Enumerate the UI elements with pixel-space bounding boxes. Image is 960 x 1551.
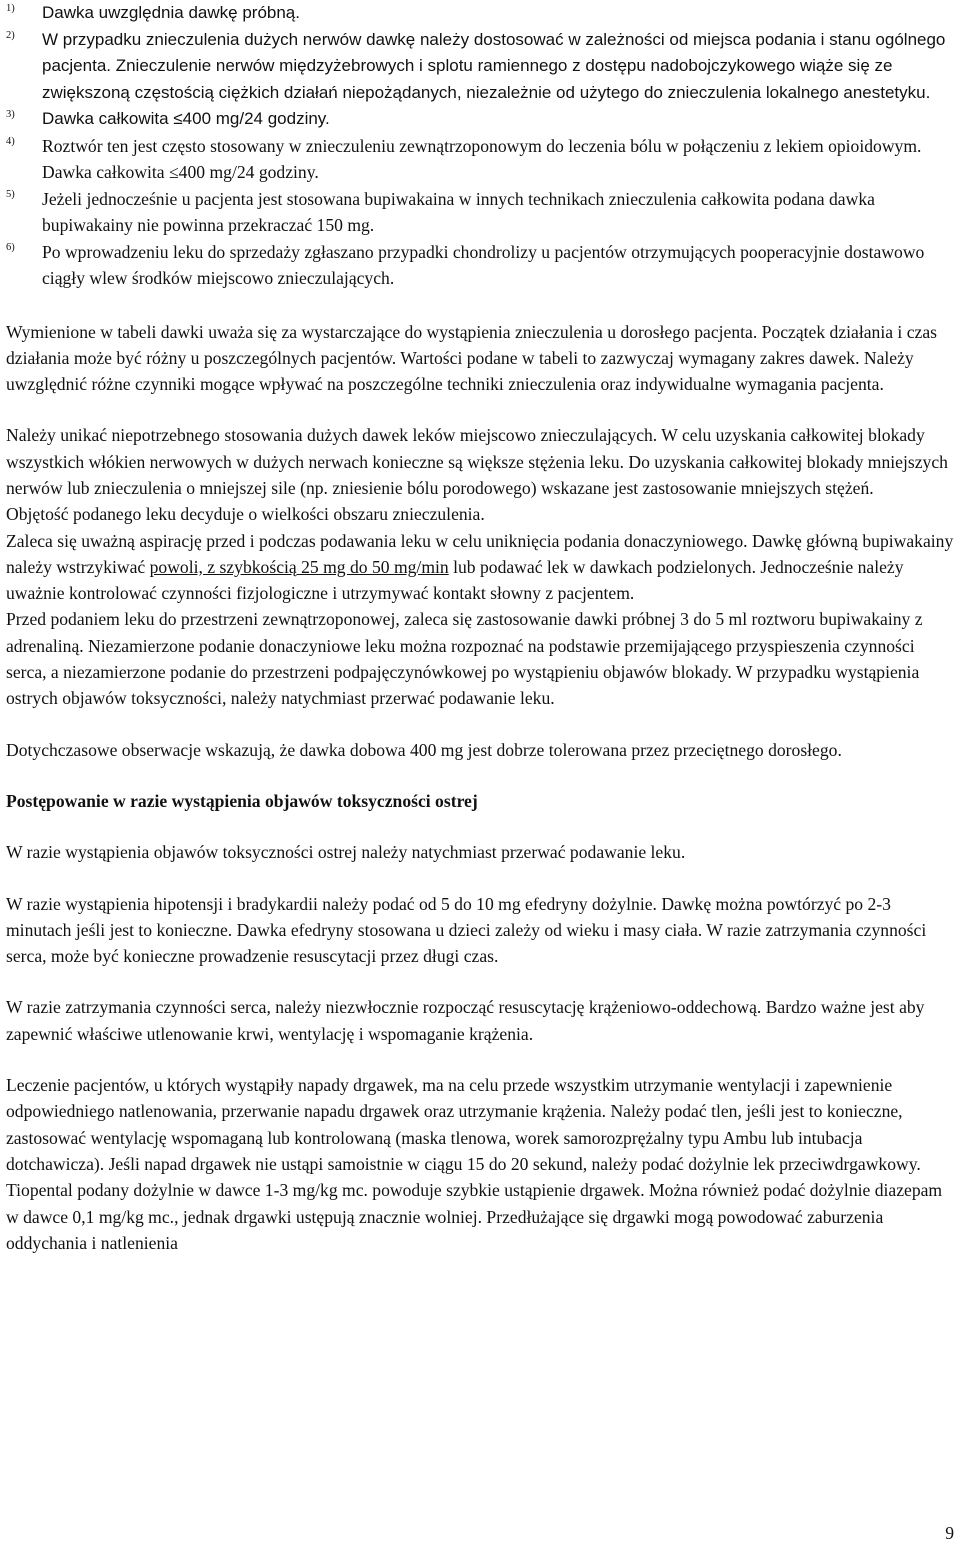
footnote-text: Dawka uwzględnia dawkę próbną. bbox=[42, 3, 300, 22]
footnote bbox=[6, 27, 956, 107]
footnote bbox=[6, 239, 956, 292]
paragraph-cardiac-arrest: W razie zatrzymania czynności serca, należy niezwłocznie rozpocząć resuscytację krążeniowo-oddechową. Bardzo ważne jest aby zapewnić właściwe utlenowanie krwi, wentylację i wspomaganie krążenia. bbox=[6, 997, 925, 1044]
section-heading: Postępowanie w razie wystąpienia objawów toksyczności ostrej bbox=[6, 790, 478, 811]
paragraph-dose-info: Wymienione w tabeli dawki uważa się za wystarczające do wystąpienia znieczulenia u dorosłego pacjenta. Początek działania i czas działania może być różny u poszczególnych pacjentów. Wartości podane w tabeli to zazwyczaj wymagany zakres dawek. Należy uwzględnić różne czynniki mogące wpływać na poszczególne techniki znieczulenia oraz indywidualne wymagania pacjenta. bbox=[6, 321, 937, 395]
page-number: 9 bbox=[945, 1523, 954, 1543]
paragraph-hypotension: W razie wystąpienia hipotensji i bradykardii należy podać od 5 do 10 mg efedryny dożylnie. Dawkę można powtórzyć po 2-3 minutach jeśli jest to konieczne. Dawka efedryny stosowana u dzieci zależy od wieku i masy ciała. W razie zatrzymania czynności serca, może być konieczne prowadzenie resuscytacji przez długi czas. bbox=[6, 893, 927, 967]
footnote bbox=[6, 106, 956, 133]
footnote-text: Dawka całkowita ≤400 mg/24 godziny. bbox=[42, 109, 330, 128]
aspiration-text-end: lub podawać lek w dawkach podzielonych. Jednocześnie należy uważnie kontrolować czynności fizjologiczne i utrzymywać kontakt słowny z pacjentem. bbox=[6, 556, 904, 604]
document-body bbox=[6, 0, 956, 1256]
aspiration-text-start: Zaleca się uważną aspirację przed i podczas podawania leku w celu uniknięcia podania donaczyniowego. Dawkę główną bupiwakainy należy wstrzykiwać bbox=[6, 530, 954, 577]
paragraph-aspiration bbox=[6, 528, 956, 607]
paragraph-epidural-test-dose: Przed podaniem leku do przestrzeni zewnątrzoponowej, zaleca się zastosowanie dawki próbnej 3 do 5 ml roztworu bupiwakainy z adrenaliną. Niezamierzone podanie donaczyniowe leku można rozpoznać na podstawie przemijającego przyspieszenia czynności serca, a niezamierzone podanie do przestrzeni podpajęczynówkowej po wystąpieniu objawów blokady. W przypadku wystąpienia ostrych objawów toksyczności, należy natychmiast przerwać podawanie leku. bbox=[6, 609, 923, 709]
footnotes bbox=[6, 0, 956, 292]
footnote-text: Roztwór ten jest często stosowany w znieczuleniu zewnątrzoponowym do leczenia bólu w połączeniu z lekiem opioidowym. Dawka całkowita ≤400 mg/24 godziny. bbox=[42, 135, 922, 182]
footnote-number: 5) bbox=[6, 188, 15, 200]
footnote-number: 1) bbox=[6, 3, 15, 14]
paragraph-daily-dose: Dotychczasowe obserwacje wskazują, że dawka dobowa 400 mg jest dobrze tolerowana przez przeciętnego dorosłego. bbox=[6, 739, 842, 760]
footnote-number: 3) bbox=[6, 109, 15, 120]
footnote-number: 6) bbox=[6, 241, 15, 253]
footnote bbox=[6, 133, 956, 186]
footnote-number: 4) bbox=[6, 135, 15, 147]
paragraph-stop-administration: W razie wystąpienia objawów toksyczności ostrej należy natychmiast przerwać podawanie leku. bbox=[6, 842, 686, 863]
footnote-text: W przypadku znieczulenia dużych nerwów dawkę należy dostosować w zależności od miejsca podania i stanu ogólnego pacjenta. Znieczulenie nerwów międzyżebrowych i splotu ramiennego z dostępu nadobojczykowego wiąże się ze zwiększoną częstością ciężkich działań niepożądanych, niezależnie od użytego do znieczulenia lokalnego anestetyku. bbox=[42, 29, 946, 102]
footnote bbox=[6, 0, 956, 27]
paragraph-volume: Objętość podanego leku decyduje o wielkości obszaru znieczulenia. bbox=[6, 504, 485, 525]
injection-rate-underlined: powoli, z szybkością 25 mg do 50 mg/min bbox=[149, 556, 449, 577]
footnote-text: Jeżeli jednocześnie u pacjenta jest stosowana bupiwakaina w innych technikach znieczulenia całkowita podana dawka bupiwakainy nie powinna przekraczać 150 mg. bbox=[42, 188, 875, 235]
footnote-number: 2) bbox=[6, 29, 15, 41]
footnote-text: Po wprowadzeniu leku do sprzedaży zgłaszano przypadki chondrolizy u pacjentów otrzymujących pooperacyjnie dostawowo ciągły wlew środków miejscowo znieczulających. bbox=[42, 241, 925, 288]
paragraph-avoid-high-doses: Należy unikać niepotrzebnego stosowania dużych dawek leków miejscowo znieczulających. W celu uzyskania całkowitej blokady wszystkich włókien nerwowych w dużych nerwach konieczne są większe stężenia leku. Do uzyskania całkowitej blokady mniejszych nerwów lub znieczulenia o mniejszej sile (np. zniesienie bólu porodowego) wskazane jest zastosowanie mniejszych stężeń. bbox=[6, 425, 948, 498]
paragraph-seizures: Leczenie pacjentów, u których wystąpiły napady drgawek, ma na celu przede wszystkim utrzymanie wentylacji i zapewnienie odpowiedniego natlenowania, przerwanie napadu drgawek oraz utrzymanie krążenia. Należy podać tlen, jeśli jest to konieczne, zastosować wentylację wspomaganą lub kontrolowaną (maska tlenowa, worek samorozprężalny typu Ambu lub intubacja dotchawicza). Jeśli napad drgawek nie ustąpi samoistnie w ciągu 15 do 20 sekund, należy podać dożylnie lek przeciwdrgawkowy. Tiopental podany dożylnie w dawce 1-3 mg/kg mc. powoduje szybkie ustąpienie drgawek. Można również podać dożylnie diazepam w dawce 0,1 mg/kg mc., jednak drgawki ustępują znacznie wolniej. Przedłużające się drgawki mogą powodować zaburzenia oddychania i natlenienia bbox=[6, 1075, 943, 1253]
footnote bbox=[6, 186, 956, 239]
